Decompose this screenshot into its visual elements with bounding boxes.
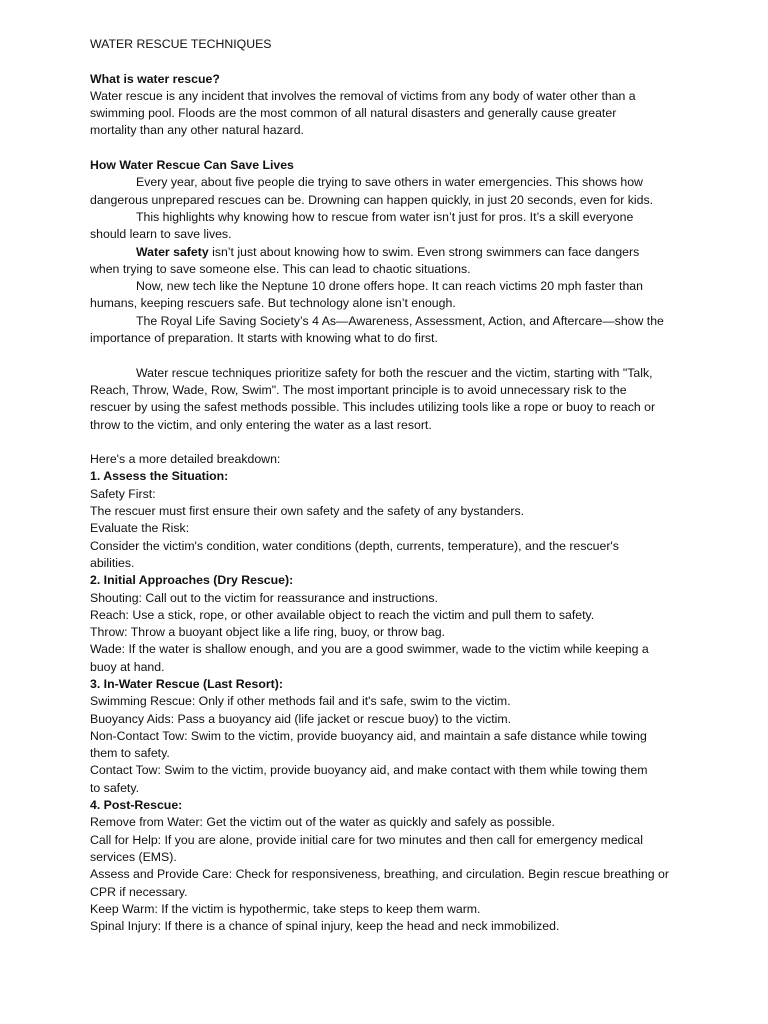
paragraph-line: swimming pool. Floods are the most common of all natural disasters and generally cause greater	[90, 106, 617, 121]
paragraph-line: Reach, Throw, Wade, Row, Swim". The most important principle is to avoid unnecessary risk to the	[90, 382, 627, 397]
list-line: Consider the victim's condition, water conditions (depth, currents, temperature), and the rescuer's	[90, 538, 619, 553]
list-line: Wade: If the water is shallow enough, and you are a good swimmer, wade to the victim while keeping a	[90, 642, 649, 657]
paragraph-line: importance of preparation. It starts with knowing what to do first.	[90, 331, 438, 346]
spacer	[90, 140, 686, 157]
list-line: abilities.	[90, 555, 135, 570]
list-line: Non-Contact Tow: Swim to the victim, provide buoyancy aid, and maintain a safe distance while towing	[90, 728, 647, 743]
list-line: to safety.	[90, 780, 139, 795]
paragraph-line: Now, new tech like the Neptune 10 drone offers hope. It can reach victims 20 mph faster than	[136, 279, 643, 294]
paragraph-line: Every year, about five people die trying to save others in water emergencies. This shows how	[136, 175, 643, 190]
paragraph-line: rescuer by using the safest methods possible. This includes utilizing tools like a rope or buoy to reach or	[90, 400, 656, 415]
spacer	[90, 53, 686, 70]
list-line: Assess and Provide Care: Check for responsiveness, breathing, and circulation. Begin rescue breathing or	[90, 867, 669, 882]
list-line: Keep Warm: If the victim is hypothermic, take steps to keep them warm.	[90, 901, 481, 916]
list-line: Buoyancy Aids: Pass a buoyancy aid (life jacket or rescue buoy) to the victim.	[90, 711, 512, 726]
paragraph-line: humans, keeping rescuers safe. But technology alone isn’t enough.	[90, 296, 456, 311]
list-line: services (EMS).	[90, 849, 177, 864]
breakdown-intro: Here's a more detailed breakdown:	[90, 452, 281, 467]
section-heading: 3. In-Water Rescue (Last Resort):	[90, 676, 283, 691]
paragraph-line: Water rescue techniques prioritize safety for both the rescuer and the victim, starting with "Talk,	[136, 365, 653, 380]
paragraph-line: dangerous unprepared rescues can be. Drowning can happen quickly, in just 20 seconds, even for kids.	[90, 192, 654, 207]
list-line: Call for Help: If you are alone, provide initial care for two minutes and then call for emergency medical	[90, 832, 643, 847]
list-line: them to safety.	[90, 746, 170, 761]
paragraph-line	[90, 244, 686, 261]
list-line: Swimming Rescue: Only if other methods fail and it's safe, swim to the victim.	[90, 694, 511, 709]
list-line: Safety First:	[90, 486, 156, 501]
paragraph-line: This highlights why knowing how to rescue from water isn’t just for pros. It’s a skill everyone	[136, 209, 634, 224]
list-line: The rescuer must first ensure their own safety and the safety of any bystanders.	[90, 504, 525, 519]
paragraph-line: Water rescue is any incident that involves the removal of victims from any body of water other than a	[90, 88, 636, 103]
paragraph-line: when trying to save someone else. This can lead to chaotic situations.	[90, 261, 471, 276]
paragraph-text: isn’t just about knowing how to swim. Even strong swimmers can face dangers	[208, 244, 640, 259]
paragraph-line: The Royal Life Saving Society’s 4 As—Awareness, Assessment, Action, and Aftercare—show the	[136, 313, 664, 328]
list-line: Shouting: Call out to the victim for reassurance and instructions.	[90, 590, 438, 605]
spacer	[90, 347, 686, 364]
section-heading: 1. Assess the Situation:	[90, 469, 229, 484]
paragraph-line: throw to the victim, and only entering the water as a last resort.	[90, 417, 432, 432]
paragraph-line: should learn to save lives.	[90, 227, 232, 242]
list-line: Remove from Water: Get the victim out of the water as quickly and safely as possible.	[90, 815, 555, 830]
list-line: buoy at hand.	[90, 659, 165, 674]
list-line: CPR if necessary.	[90, 884, 188, 899]
list-line: Throw: Throw a buoyant object like a life ring, buoy, or throw bag.	[90, 625, 445, 640]
section-heading: 2. Initial Approaches (Dry Rescue):	[90, 573, 294, 588]
list-line: Evaluate the Risk:	[90, 521, 190, 536]
spacer	[90, 434, 686, 451]
section-heading-what: What is water rescue?	[90, 71, 220, 86]
bold-term: Water safety	[136, 244, 209, 259]
paragraph-line: mortality than any other natural hazard.	[90, 123, 304, 138]
section-heading: 4. Post-Rescue:	[90, 798, 183, 813]
document-body	[90, 36, 686, 935]
section-heading-how: How Water Rescue Can Save Lives	[90, 158, 294, 173]
breakdown-sections	[90, 468, 686, 935]
list-line: Contact Tow: Swim to the victim, provide buoyancy aid, and make contact with them while towing them	[90, 763, 648, 778]
document-title: WATER RESCUE TECHNIQUES	[90, 37, 272, 51]
list-line: Spinal Injury: If there is a chance of spinal injury, keep the head and neck immobilized.	[90, 919, 560, 934]
list-line: Reach: Use a stick, rope, or other available object to reach the victim and pull them to safety.	[90, 607, 595, 622]
